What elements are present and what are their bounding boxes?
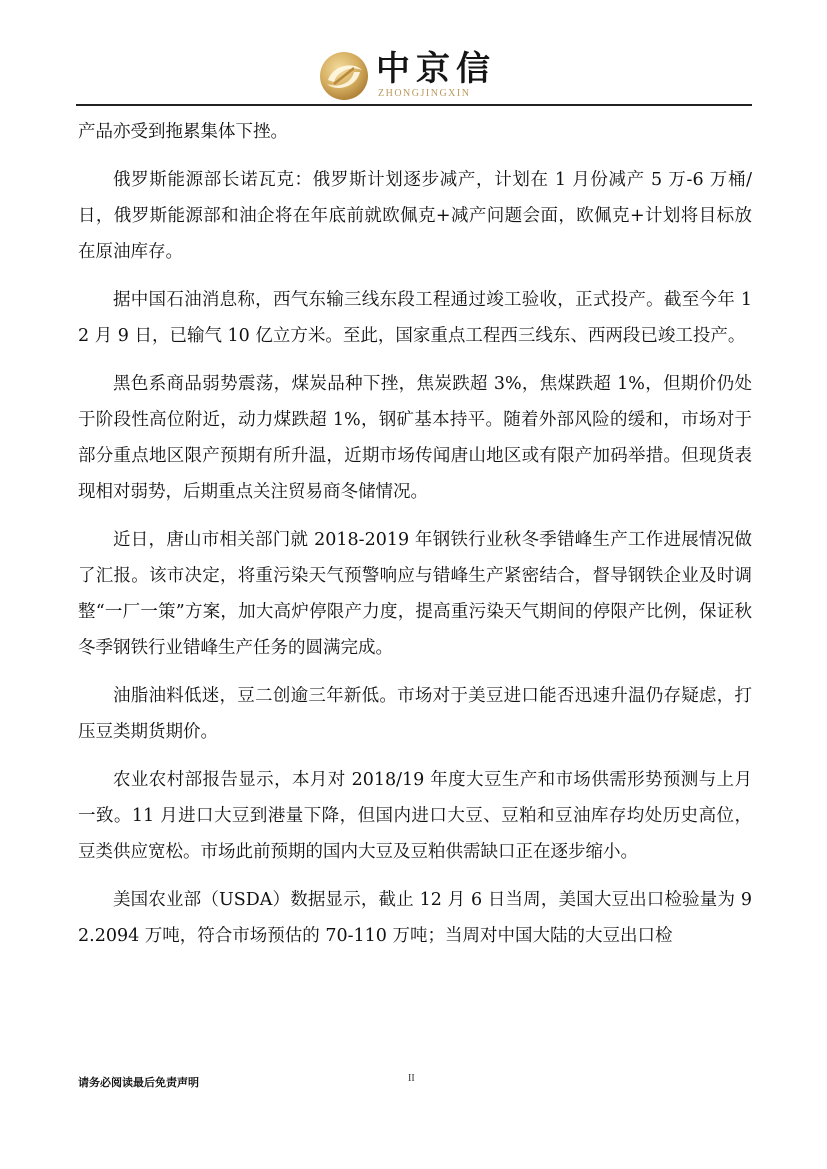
logo-subtitle: ZHONGJINGXIN bbox=[378, 88, 471, 99]
page-header bbox=[0, 0, 827, 108]
company-logo bbox=[318, 50, 498, 104]
paragraph-3: 据中国石油消息称，西气东输三线东段工程通过竣工验收，正式投产。截至今年 12 月 9 日，已输气 10 亿立方米。至此，国家重点工程西三线东、西两段已竣工投产。 bbox=[78, 290, 752, 346]
paragraph-4: 黑色系商品弱势震荡，煤炭品种下挫，焦炭跌超 3%，焦煤跌超 1%，但期价仍处于阶段性高位附近，动力煤跌超 1%，钢矿基本持平。随着外部风险的缓和，市场对于部分重点地区限产预期有所升温，近期市场传闻唐山地区或有限产加码举措。但现货表现相对弱势，后期重点关注贸易商冬储情况。 bbox=[78, 374, 752, 502]
swirl-emblem-icon bbox=[318, 50, 370, 102]
article-body bbox=[78, 114, 752, 966]
disclaimer-note: 请务必阅读最后免责声明 bbox=[78, 1076, 199, 1089]
header-rule bbox=[76, 104, 752, 106]
paragraph-6: 油脂油料低迷，豆二创逾三年新低。市场对于美豆进口能否迅速升温仍存疑虑，打压豆类期货期价。 bbox=[78, 686, 752, 742]
paragraph-8: 美国农业部（USDA）数据显示，截止 12 月 6 日当周，美国大豆出口检验量为 92.2094 万吨，符合市场预估的 70-110 万吨；当周对中国大陆的大豆出口检 bbox=[78, 890, 752, 946]
paragraph-7: 农业农村部报告显示，本月对 2018/19 年度大豆生产和市场供需形势预测与上月一致。11 月进口大豆到港量下降，但国内进口大豆、豆粕和豆油库存均处历史高位，豆类供应宽松。市场此前预期的国内大豆及豆粕供需缺口正在逐步缩小。 bbox=[78, 770, 752, 862]
paragraph-1: 产品亦受到拖累集体下挫。 bbox=[78, 122, 288, 142]
paragraph-5: 近日，唐山市相关部门就 2018-2019 年钢铁行业秋冬季错峰生产工作进展情况做了汇报。该市决定，将重污染天气预警响应与错峰生产紧密结合，督导钢铁企业及时调整“一厂一策”方案，加大高炉停限产力度，提高重污染天气期间的停限产比例，保证秋冬季钢铁行业错峰生产任务的圆满完成。 bbox=[78, 530, 752, 658]
logo-name: 中京信 bbox=[376, 49, 496, 89]
page-number: II bbox=[408, 1073, 415, 1084]
paragraph-2: 俄罗斯能源部长诺瓦克：俄罗斯计划逐步减产，计划在 1 月份减产 5 万-6 万桶/日，俄罗斯能源部和油企将在年底前就欧佩克+减产问题会面，欧佩克+计划将目标放在原油库存。 bbox=[78, 170, 752, 262]
